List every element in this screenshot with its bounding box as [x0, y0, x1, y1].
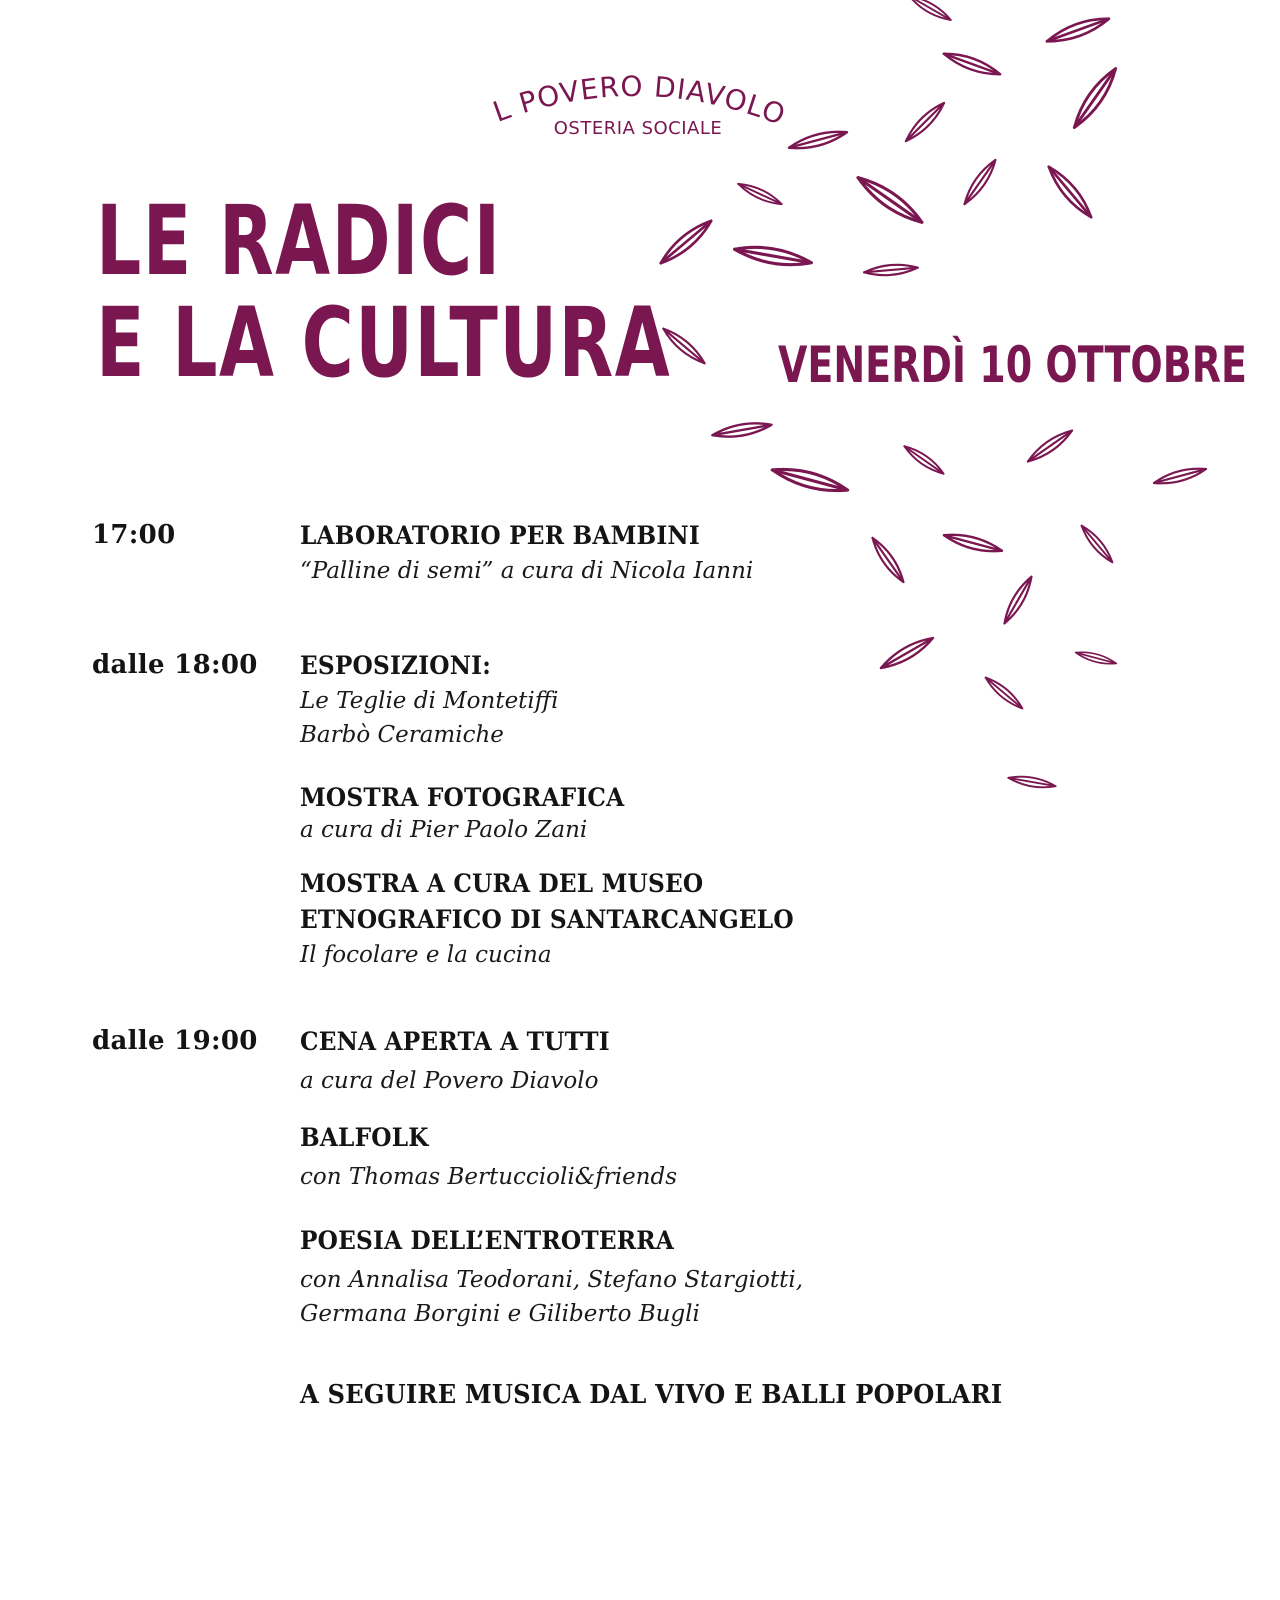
event-title: MOSTRA FOTOGRAFICA	[300, 783, 625, 812]
event-balfolk	[300, 1120, 677, 1194]
event-detail: Le Teglie di Montetiffi	[300, 688, 559, 714]
logo-name: IL POVERO DIAVOLO	[485, 26, 791, 133]
event-cena	[300, 1024, 633, 1098]
event-date: VENERDÌ 10 OTTOBRE	[778, 336, 1247, 394]
event-title: POESIA DELL’ENTROTERRA	[300, 1226, 675, 1255]
event-laboratorio	[300, 518, 753, 588]
title-line-2: E LA CULTURA	[96, 287, 672, 399]
event-title-line-2: ETNOGRAFICO DI SANTARCANGELO	[300, 905, 794, 934]
event-detail: Il focolare e la cucina	[300, 942, 552, 968]
event-detail: “Palline di semi” a cura di Nicola Ianni	[300, 558, 754, 584]
event-title: CENA APERTA A TUTTI	[300, 1027, 610, 1056]
event-esposizioni	[300, 648, 558, 752]
event-detail: Germana Borgini e Giliberto Bugli	[300, 1301, 700, 1327]
event-mostra-museo	[300, 866, 831, 972]
event-detail: a cura di Pier Paolo Zani	[300, 817, 588, 843]
event-title: LABORATORIO PER BAMBINI	[300, 521, 700, 550]
event-title: ESPOSIZIONI:	[300, 651, 491, 680]
event-detail: con Thomas Bertuccioli&friends	[300, 1164, 678, 1190]
event-mostra-fotografica	[300, 780, 649, 844]
event-title: BALFOLK	[300, 1123, 429, 1152]
event-title: MOSTRA A CURA DEL MUSEO	[300, 869, 704, 898]
logo-subtitle: OSTERIA SOCIALE	[553, 118, 723, 139]
time-slot-1800: dalle 18:00	[92, 650, 258, 680]
title-line-1: LE RADICI	[96, 185, 502, 297]
footer-note: A SEGUIRE MUSICA DAL VIVO E BALLI POPOLARI	[300, 1380, 1003, 1410]
time-slot-1700: 17:00	[92, 520, 176, 550]
event-detail: a cura del Povero Diavolo	[300, 1068, 599, 1094]
event-detail: con Annalisa Teodorani, Stefano Stargiotti,	[300, 1267, 804, 1293]
event-poesia	[300, 1223, 803, 1331]
time-slot-1900: dalle 19:00	[92, 1026, 258, 1056]
event-detail: Barbò Ceramiche	[300, 722, 504, 748]
